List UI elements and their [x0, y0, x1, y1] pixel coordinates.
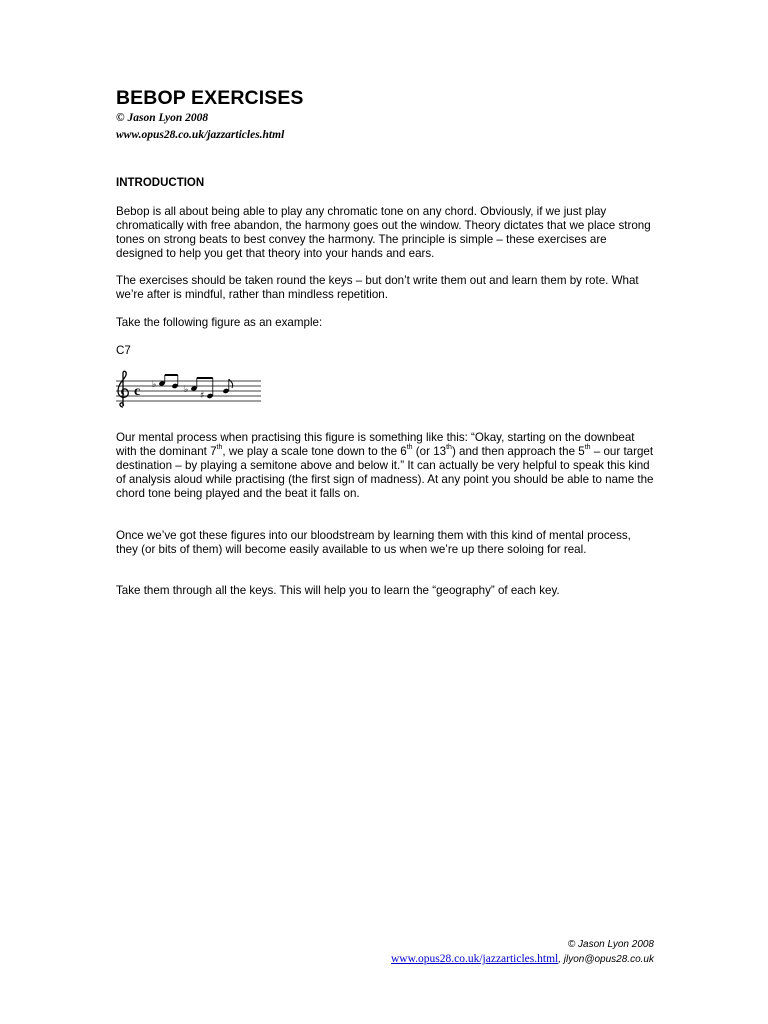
- time-signature: c: [134, 384, 141, 399]
- paragraph-bloodstream: Once we’ve got these figures into our bloodstream by learning them with this kind of mental process, they (or bits of them) will become easily available to us when we’re up there soloing for real.: [116, 529, 631, 556]
- footer-email[interactable]: jlyon@opus28.co.uk: [563, 954, 654, 965]
- footer-contact: www.opus28.co.uk/jazzarticles.html, jlyon@opus28.co.uk: [390, 953, 654, 965]
- music-staff: [114, 369, 264, 411]
- paragraph-mental-process: Our mental process when practising this figure is something like this: “Okay, starting on the downbeat with the dominant 7th, we play a scale tone down to the 6th (or 13th) and then approach the 5th – our target destination – by playing a semitone above and below it.” It can actually be very helpful to speak this kind of analysis aloud while practising (the first sign of madness). At any point you should be able to name the chord tone being played and the beat it falls on.: [116, 431, 654, 500]
- paragraph-example: Take the following figure as an example:: [116, 316, 323, 329]
- article-url: www.opus28.co.uk/jazzarticles.html: [116, 129, 285, 141]
- footer-copyright: © Jason Lyon 2008: [567, 939, 654, 950]
- paragraph-keys: The exercises should be taken round the keys – but don’t write them out and learn them by rote. What we’re after is mindful, rather than mindless repetition.: [116, 274, 639, 301]
- svg-text:♭: ♭: [184, 385, 189, 395]
- note-group: [152, 375, 233, 401]
- chord-symbol: C7: [116, 344, 131, 357]
- author-line: © Jason Lyon 2008: [116, 112, 209, 124]
- paragraph-intro: Bebop is all about being able to play any chromatic tone on any chord. Obviously, if we just play chromatically with free abandon, the harmony goes out the window. Theory dictates that we place strong tones on strong beats to best convey the harmony. The principle is simple – these exercises are designed to help you get that theory into your hands and ears.: [116, 205, 651, 260]
- paragraph-all-keys: Take them through all the keys. This will help you to learn the “geography” of each key.: [116, 584, 560, 597]
- footer-link[interactable]: www.opus28.co.uk/jazzarticles.html: [390, 953, 559, 965]
- svg-text:♭: ♭: [152, 380, 157, 390]
- document-title: BEBOP EXERCISES: [116, 87, 304, 109]
- treble-clef-icon: [118, 371, 128, 407]
- svg-text:♯: ♯: [200, 391, 205, 401]
- section-heading-introduction: INTRODUCTION: [116, 177, 205, 189]
